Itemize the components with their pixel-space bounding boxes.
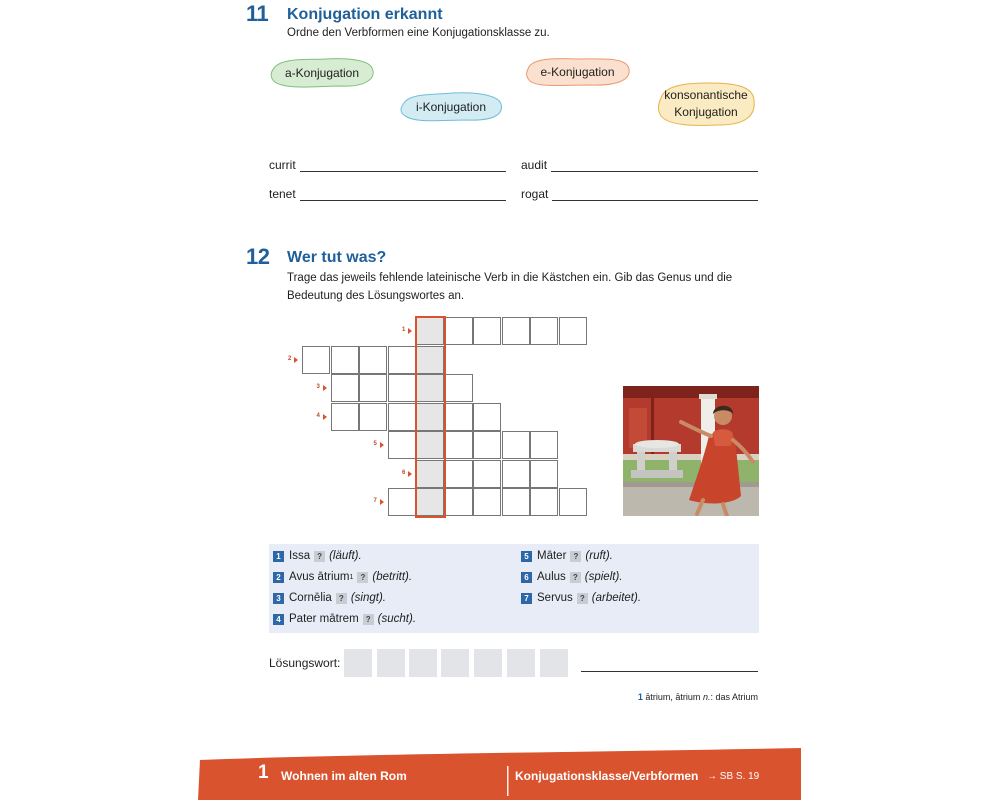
solution-box-4[interactable] [441,649,469,677]
footer-topic: Konjugationsklasse/Verbformen [515,769,699,783]
crossword-cell-r5-c8[interactable] [502,431,530,459]
i-konjugation-label: i-Konjugation [415,99,487,114]
crossword-cell-r7-c10[interactable] [559,488,587,516]
clue-number: 1 [273,551,284,562]
clue-7 [521,592,641,604]
crossword-cell-r4-c2[interactable] [331,403,359,431]
answer-line-tenet[interactable] [300,199,506,201]
row-arrow-icon [323,385,327,391]
row-arrow-icon [380,442,384,448]
chapter-title: Wohnen im alten Rom [281,769,407,783]
clue-5 [521,550,613,562]
answer-line-rogat[interactable] [552,199,758,201]
crossword-cell-r5-c9[interactable] [530,431,558,459]
clue-subject: Aulus [537,571,566,583]
crossword-cell-r3-c2[interactable] [331,374,359,402]
footnote-rest: : das Atrium [710,692,758,702]
clue-1 [273,550,362,562]
clue-subject: Avus ātrium [289,571,350,583]
crossword-cell-r4-c4[interactable] [388,403,416,431]
placeholder-question-mark: ? [570,572,581,583]
a-konjugation-bubble [268,56,376,90]
footer-reference: → SB S. 19 [707,771,760,782]
placeholder-question-mark: ? [363,614,374,625]
row-arrow-icon [323,414,327,420]
clue-number: 4 [273,614,284,625]
page-footer [198,748,801,800]
crossword-cell-r3-c6[interactable] [445,374,473,402]
clue-box [269,544,759,633]
crossword-cell-r6-c8[interactable] [502,460,530,488]
footnote-number: 1 [637,692,643,702]
clue-hint: (ruft). [585,550,613,562]
task-11-instruction: Ordne den Verbformen eine Konjugationsklasse zu. [287,27,550,39]
clue-hint: (sucht). [377,613,417,625]
crossword-cell-r3-c4[interactable] [388,374,416,402]
placeholder-question-mark: ? [314,551,325,562]
placeholder-question-mark: ? [336,593,347,604]
clue-number: 6 [521,572,532,583]
task-12-instruction-line2: Bedeutung des Lösungswortes an. [287,290,465,302]
crossword-cell-r5-c4[interactable] [388,431,416,459]
answer-line-currit[interactable] [300,170,506,172]
footnote-abbr: n. [702,692,711,702]
clue-number: 5 [521,551,532,562]
task-11-title: Konjugation erkannt [287,6,443,23]
clue-number: 7 [521,593,532,604]
solution-box-2[interactable] [377,649,405,677]
solution-box-1[interactable] [344,649,372,677]
clue-subject: Issa [289,550,311,562]
row-arrow-icon [294,357,298,363]
row-arrow-icon [408,471,412,477]
footnote-mark: 1 [349,573,354,581]
crossword-cell-r3-c3[interactable] [359,374,387,402]
e-konjugation-bubble [523,55,632,89]
clue-hint: (singt). [350,592,386,604]
clue-hint: (arbeitet). [591,592,642,604]
solution-word-label: Lösungswort: [269,656,341,670]
crossword-cell-r2-c1[interactable] [302,346,330,374]
e-konjugation-label: e-Konjugation [540,64,615,79]
answer-line-audit[interactable] [551,170,758,172]
chapter-number: 1 [258,762,269,783]
crossword-cell-r2-c3[interactable] [359,346,387,374]
crossword-cell-r1-c10[interactable] [559,317,587,345]
solution-box-7[interactable] [540,649,568,677]
crossword-cell-r5-c6[interactable] [445,431,473,459]
crossword-cell-r4-c7[interactable] [473,403,501,431]
crossword-cell-r6-c7[interactable] [473,460,501,488]
konsonantische-konjugation-bubble [655,80,757,128]
crossword-cell-r7-c7[interactable] [473,488,501,516]
verb-currit: currit [269,158,296,172]
placeholder-question-mark: ? [357,572,368,583]
crossword-cell-r1-c6[interactable] [445,317,473,345]
solution-box-6[interactable] [507,649,535,677]
crossword-row-number: 5 [373,441,377,447]
crossword-row-number: 1 [402,327,406,333]
solution-box-5[interactable] [474,649,502,677]
task-11-number: 11 [246,1,269,26]
crossword-cell-r7-c6[interactable] [445,488,473,516]
task-12-instruction-line1: Trage das jeweils fehlende lateinische Verb in die Kästchen ein. Gib das Genus und die [287,272,733,284]
crossword-row-number: 3 [316,384,320,390]
verb-tenet: tenet [269,187,296,201]
crossword-row-number: 7 [373,498,377,504]
clue-2 [273,571,412,583]
clue-hint: (betritt). [372,571,413,583]
verb-audit: audit [521,158,548,172]
clue-subject: Servus [537,592,573,604]
clue-number: 2 [273,572,284,583]
solution-meaning-line[interactable] [581,670,758,672]
crossword-cell-r6-c6[interactable] [445,460,473,488]
task-12-number: 12 [246,244,270,269]
row-arrow-icon [408,328,412,334]
crossword-cell-r7-c8[interactable] [502,488,530,516]
solution-column-highlight [415,316,446,518]
clue-hint: (läuft). [329,550,362,562]
clue-3 [273,592,386,604]
i-konjugation-bubble [398,90,504,124]
konsonantische-label-line2: Konjugation [674,105,738,119]
solution-box-3[interactable] [409,649,437,677]
a-konjugation-label: a-Konjugation [284,65,360,80]
crossword-cell-r1-c7[interactable] [473,317,501,345]
clue-number: 3 [273,593,284,604]
verb-rogat: rogat [521,187,549,201]
crossword-cell-r4-c6[interactable] [445,403,473,431]
crossword-cell-r7-c4[interactable] [388,488,416,516]
clue-4 [273,613,416,625]
crossword-cell-r1-c8[interactable] [502,317,530,345]
konsonantische-label-line1: konsonantische [664,88,748,102]
crossword-row-number: 2 [288,355,292,362]
crossword-cell-r4-c3[interactable] [359,403,387,431]
crossword-row-number: 4 [316,412,320,419]
clue-subject: Pater mātrem [289,613,359,625]
row-arrow-icon [380,499,384,505]
clue-hint: (spielt). [584,571,623,583]
placeholder-question-mark: ? [570,551,581,562]
crossword-cell-r2-c2[interactable] [331,346,359,374]
task-12-title: Wer tut was? [287,249,387,266]
crossword-row-number: 6 [402,469,406,476]
crossword-cell-r7-c9[interactable] [530,488,558,516]
crossword-cell-r1-c9[interactable] [530,317,558,345]
crossword-cell-r6-c9[interactable] [530,460,558,488]
clue-6 [521,571,622,583]
placeholder-question-mark: ? [577,593,588,604]
footnote [638,692,758,702]
crossword-cell-r5-c7[interactable] [473,431,501,459]
illustration-girl-in-atrium [623,386,759,516]
clue-subject: Cornēlia [289,592,332,604]
crossword-cell-r2-c4[interactable] [388,346,416,374]
clue-subject: Māter [537,550,567,562]
footnote-text: ātrium, ātrium [645,692,701,702]
